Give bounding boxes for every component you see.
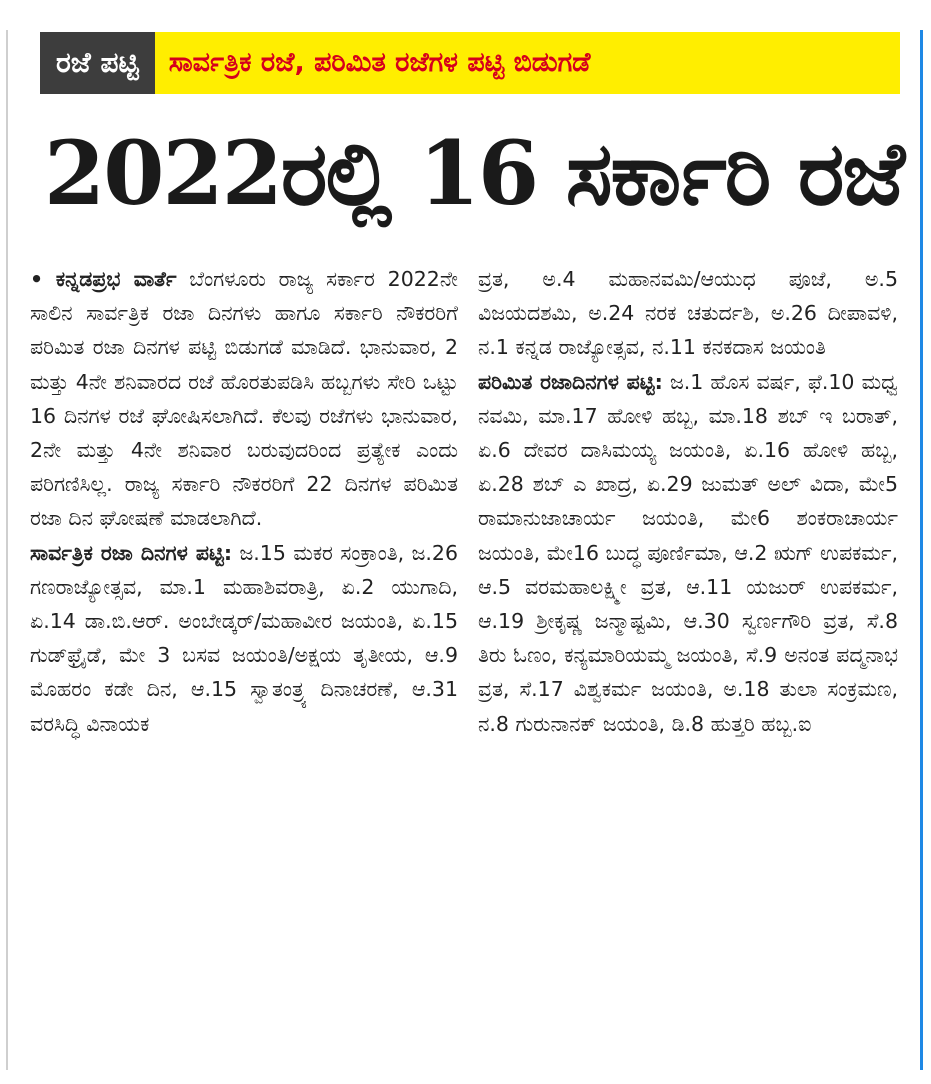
intro-paragraph [30, 262, 458, 536]
byline-source: ಕನ್ನಡಪ್ರಭ ವಾರ್ತೆ [55, 267, 177, 291]
intro-text: ರಾಜ್ಯ ಸರ್ಕಾರ 2022ನೇ ಸಾಲಿನ ಸಾರ್ವತ್ರಿಕ ರಜಾ ದಿನಗಳು ಹಾಗೂ ಸರ್ಕಾರಿ ನೌಕರರಿಗೆ ಪರಿಮಿತ ರಜಾ ದಿನಗಳ ಪಟ್ಟಿ ಬಿಡುಗಡೆ ಮಾಡಿದೆ. ಭಾನುವಾರ, 2 ಮತ್ತು 4ನೇ ಶನಿವಾರದ ರಜೆ ಹೊರತುಪಡಿಸಿ ಹಬ್ಬಗಳು ಸೇರಿ ಒಟ್ಟು 16 ದಿನಗಳ ರಜೆ ಘೋಷಿಸಲಾಗಿದೆ. ಕೆಲವು ರಜೆಗಳು ಭಾನುವಾರ, 2ನೇ ಮತ್ತು 4ನೇ ಶನಿವಾರ ಬರುವುದರಿಂದ ಪ್ರತ್ಯೇಕ ಎಂದು ಪರಿಗಣಿಸಿಲ್ಲ. ರಾಜ್ಯ ಸರ್ಕಾರಿ ನೌಕರರಿಗೆ 22 ದಿನಗಳ ಪರಿಮಿತ ರಜಾ ದಿನ ಘೋಷಣೆ ಮಾಡಲಾಗಿದೆ. [30, 267, 458, 531]
general-holidays-list: ಜ.15 ಮಕರ ಸಂಕ್ರಾಂತಿ, ಜ.26 ಗಣರಾಜ್ಯೋತ್ಸವ, ಮಾ.1 ಮಹಾಶಿವರಾತ್ರಿ, ಏ.2 ಯುಗಾದಿ, ಏ.14 ಡಾ.ಬಿ.ಆರ್. ಅಂಬೇಡ್ಕರ್/ಮಹಾವೀರ ಜಯಂತಿ, ಏ.15 ಗುಡ್‌ಫ್ರೈಡೆ, ಮೇ 3 ಬಸವ ಜಯಂತಿ/ಅಕ್ಷಯ ತೃತೀಯ, ಆ.9 ಮೊಹರಂ ಕಡೇ ದಿನ, ಆ.15 ಸ್ವಾತಂತ್ರ್ಯ ದಿನಾಚರಣೆ, ಆ.31 ವರಸಿದ್ಧಿ ವಿನಾಯಕ [30, 540, 458, 736]
restricted-holidays-list: ಜ.1 ಹೊಸ ವರ್ಷ, ಫೆ.10 ಮಧ್ವ ನವಮಿ, ಮಾ.17 ಹೋಳಿ ಹಬ್ಬ, ಮಾ.18 ಶಬ್ ಇ ಬರಾತ್, ಏ.6 ದೇವರ ದಾಸಿಮಯ್ಯ ಜಯಂತಿ, ಏ.16 ಹೋಳಿ ಹಬ್ಬ, ಏ.28 ಶಬ್ ಎ ಖಾದ್ರ, ಏ.29 ಜುಮತ್ ಅಲ್ ವಿದಾ, ಮೇ5 ರಾಮಾನುಜಾಚಾರ್ಯ ಜಯಂತಿ, ಮೇ6 ಶಂಕರಾಚಾರ್ಯ ಜಯಂತಿ, ಮೇ16 ಬುದ್ಧ ಪೂರ್ಣಿಮಾ, ಆ.2 ಋಗ್ ಉಪಕರ್ಮ, ಆ.5 ವರಮಹಾಲಕ್ಷ್ಮೀ ವ್ರತ, ಆ.11 ಯಜುರ್ ಉಪಕರ್ಮ, ಆ.19 ಶ್ರೀಕೃಷ್ಣ ಜನ್ಮಾಷ್ಟಮಿ, ಆ.30 ಸ್ವರ್ಣಗೌರಿ ವ್ರತ, ಸೆ.8 ತಿರು ಓಣಂ, ಕನ್ಯಮಾರಿಯಮ್ಮ ಜಯಂತಿ, ಸೆ.9 ಅನಂತ ಪದ್ಮನಾಭ ವ್ರತ, ಸೆ.17 ವಿಶ್ವಕರ್ಮ ಜಯಂತಿ, ಅ.18 ತುಲಾ ಸಂಕ್ರಮಣ, ನ.8 ಗುರುನಾನಕ್ ಜಯಂತಿ, ಡಿ.8 ಹುತ್ತರಿ ಹಬ್ಬ.ಐ [478, 369, 898, 736]
general-holidays-paragraph [30, 536, 458, 741]
kicker-strapline: ಸಾರ್ವತ್ರಿಕ ರಜೆ, ಪರಿಮಿತ ರಜೆಗಳ ಪಟ್ಟಿ ಬಿಡುಗಡೆ [155, 32, 900, 94]
article-column-left [30, 262, 458, 741]
restricted-holidays-paragraph [478, 365, 898, 741]
byline-place: ಬೆಂಗಳೂರು [189, 267, 266, 291]
general-holidays-continued [478, 262, 898, 365]
right-column-rule [920, 30, 923, 1070]
kicker-bar [40, 32, 900, 94]
byline-bullet: • [30, 267, 44, 291]
left-column-rule [6, 30, 8, 1070]
headline: 2022ರಲ್ಲಿ 16 ಸರ್ಕಾರಿ ರಜೆ [44, 121, 904, 225]
general-holidays-heading: ಸಾರ್ವತ್ರಿಕ ರಜಾ ದಿನಗಳ ಪಟ್ಟಿ: [30, 540, 233, 565]
kicker-tag: ರಜೆ ಪಟ್ಟಿ [40, 32, 155, 94]
restricted-holidays-heading: ಪರಿಮಿತ ರಜಾದಿನಗಳ ಪಟ್ಟಿ: [478, 369, 663, 394]
general-holidays-list-continued: ವ್ರತ, ಅ.4 ಮಹಾನವಮಿ/ಆಯುಧ ಪೂಜೆ, ಅ.5 ವಿಜಯದಶಮಿ, ಅ.24 ನರಕ ಚತುರ್ದಶಿ, ಅ.26 ದೀಪಾವಳಿ, ನ.1 ಕನ್ನಡ ರಾಜ್ಯೋತ್ಸವ, ನ.11 ಕನಕದಾಸ ಜಯಂತಿ [478, 267, 898, 360]
article-column-right [478, 262, 898, 741]
